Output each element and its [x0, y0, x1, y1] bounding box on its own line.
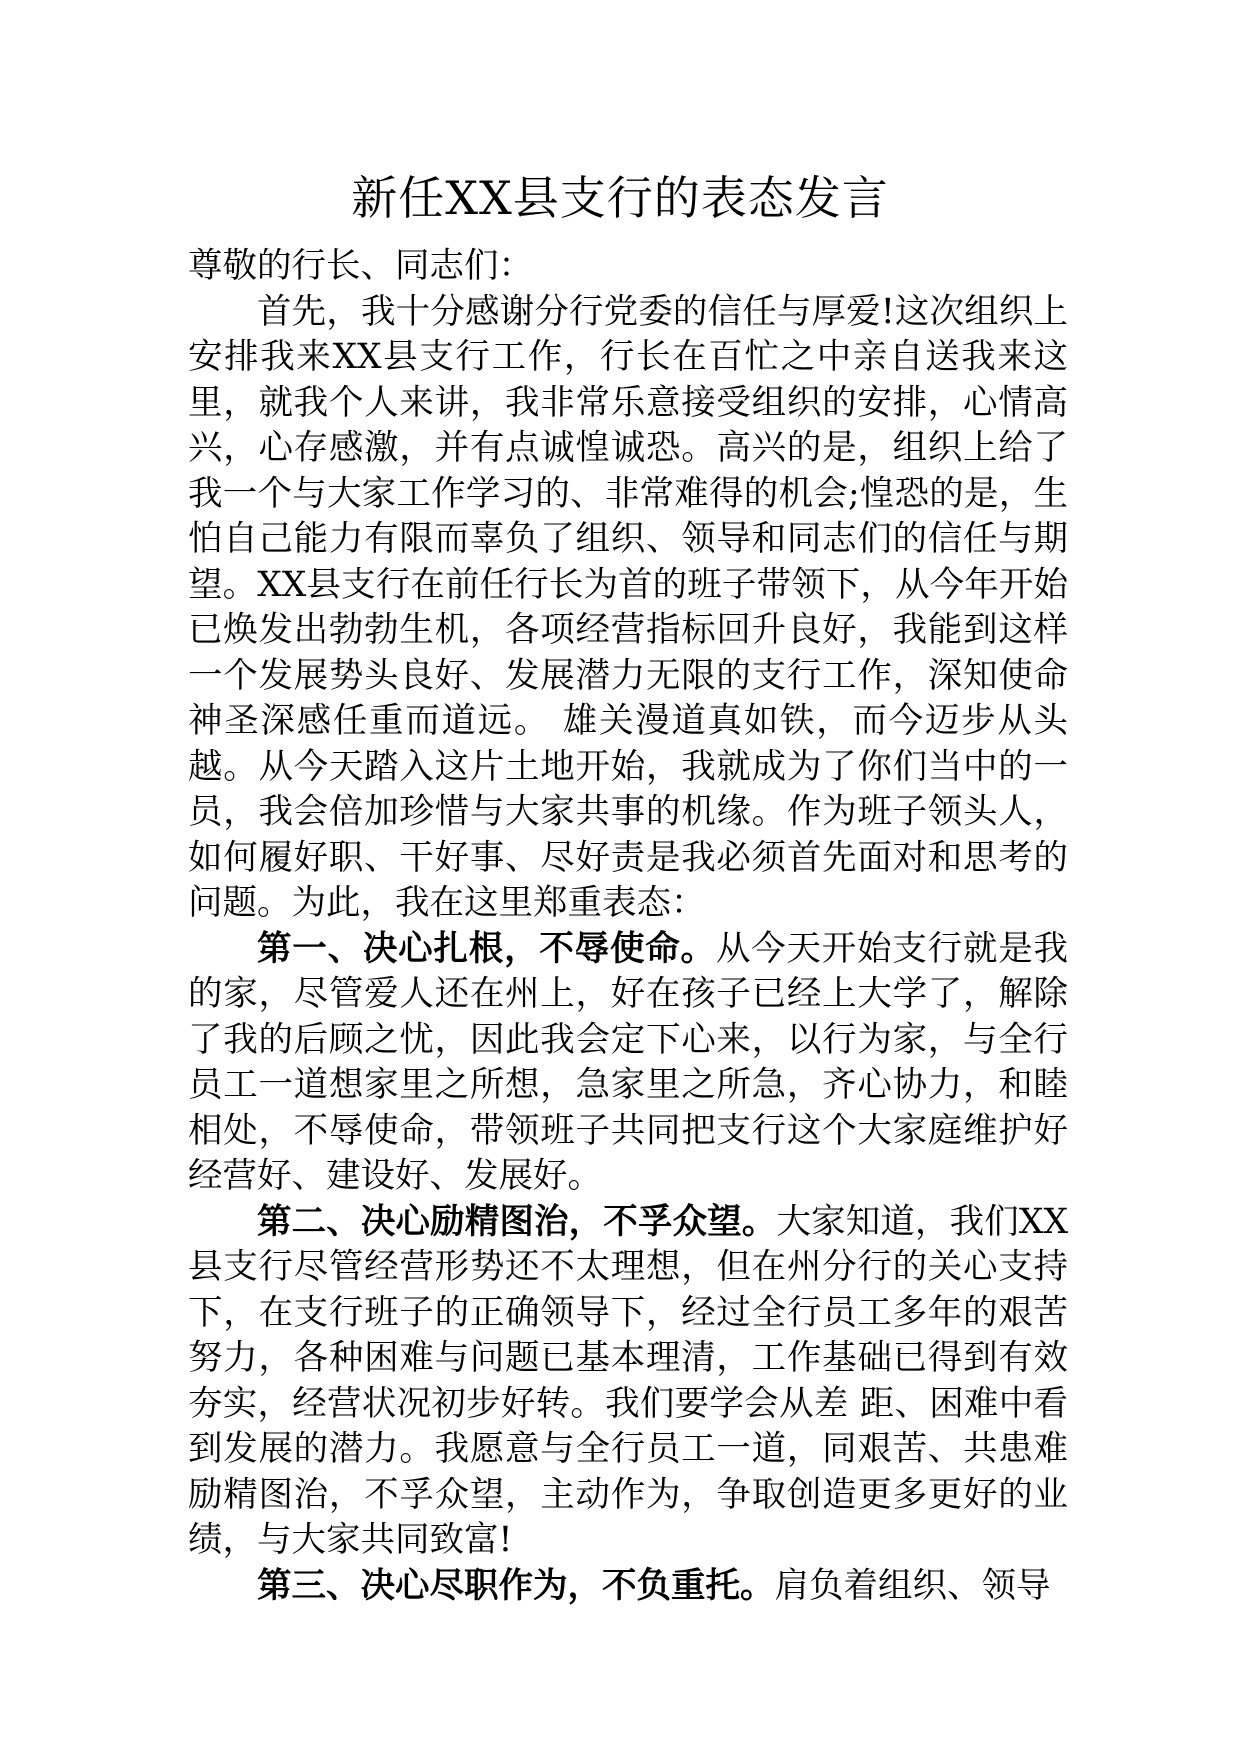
salutation: 尊敬的行长、同志们：: [188, 246, 533, 286]
paragraph-lead: 第一、决心扎根，不辱使命。: [257, 928, 716, 969]
document-title: 新任XX县支行的表态发言: [351, 171, 889, 225]
paragraph-text: 大家知道，我们XX县支行尽管经营形势还不太理想，但在州分行的关心支持下，在支行班子的正确领导下，经过全行员工多年的艰苦努力，各种困难与问题已基本理清，工作基础已得到有效夯实，经营状况初步好转。我们要学会从差 距、困难中看到发展的潜力。我愿意与全行员工一道，同艰苦、共患难励精图治，不孚众望，主动作为，争取创造更多更好的业绩，与大家共同致富!: [188, 1201, 1069, 1560]
paragraph-point-2: [188, 1200, 1068, 1564]
paragraph-point-1: [188, 927, 1068, 1200]
paragraph-text: 首先，我十分感谢分行党委的信任与厚爱!这次组织上安排我来XX县支行工作，行长在百忙之中亲自送我来这里，就我个人来讲，我非常乐意接受组织的安排，心情高兴，心存感激，并有点诚惶诚恐。高兴的是，组织上给了我一个与大家工作学习的、非常难得的机会;惶恐的是，生怕自己能力有限而辜负了组织、领导和同志们的信任与期望。XX县支行在前任行长为首的班子带领下，从今年开始已焕发出勃勃生机，各项经营指标回升良好，我能到这样一个发展势头良好、发展潜力无限的支行工作，深知使命神圣深感任重而道远。 雄关漫道真如铁，而今迈步从头越。从今天踏入这片土地开始，我就成为了你们当中的一员，我会倍加珍惜与大家共事的机缘。作为班子领头人，如何履好职、干好事、尽好责是我必须首先面对和思考的问题。为此，我在这里郑重表态：: [188, 291, 1068, 923]
paragraph-text: 肩负着组织、领导: [774, 1565, 1051, 1606]
paragraph-lead: 第二、决心励精图治，不孚众望。: [257, 1201, 777, 1242]
paragraph-intro: [188, 290, 1068, 927]
paragraph-lead: 第三、决心尽职作为，不负重托。: [257, 1565, 775, 1606]
paragraph-text: 从今天开始支行就是我的家，尽管爱人还在州上，好在孩子已经上大学了，解除了我的后顾之忧，因此我会定下心来，以行为家，与全行员工一道想家里之所想，急家里之所急，齐心协力，和睦相处，不辱使命，带领班子共同把支行这个大家庭维护好经营好、建设好、发展好。: [188, 928, 1069, 1196]
document-body: [188, 244, 1068, 1609]
paragraph-point-3: [188, 1564, 1068, 1610]
